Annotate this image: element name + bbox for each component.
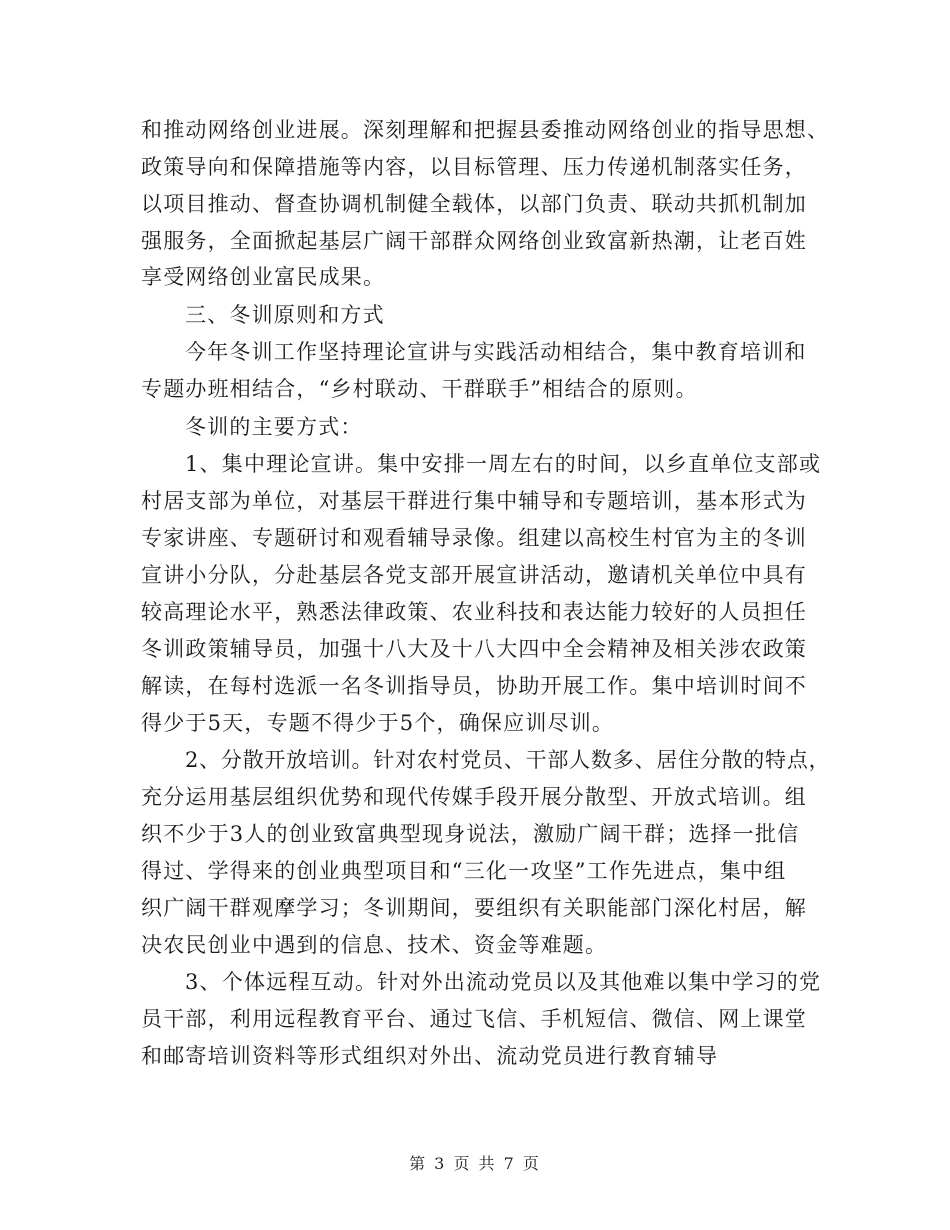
text-line: 政策导向和保障措施等内容，以目标管理、压力传递机制落实任务， <box>141 155 807 179</box>
text-line: 得少于5天，专题不得少于5个，确保应训尽训。 <box>141 711 615 735</box>
text-line: 今年冬训工作坚持理论宣讲与实践活动相结合，集中教育培训和 <box>185 340 807 364</box>
text-line: 解读，在每村选派一名冬训指导员，协助开展工作。集中培训时间不 <box>141 674 807 698</box>
text-line: 和邮寄培训资料等形式组织对外出、流动党员进行教育辅导 <box>141 1044 719 1068</box>
text-line: 强服务，全面掀起基层广阔干部群众网络创业致富新热潮，让老百姓 <box>141 229 807 253</box>
text-line: 较高理论水平，熟悉法律政策、农业科技和表达能力较好的人员担任 <box>141 600 807 624</box>
text-line: 1、集中理论宣讲。集中安排一周左右的时间，以乡直单位支部或 <box>185 452 822 476</box>
text-line: 冬训政策辅导员，加强十八大及十八大四中全会精神及相关涉农政策 <box>141 637 807 661</box>
text-line: 村居支部为单位，对基层干群进行集中辅导和专题培训，基本形式为 <box>141 489 807 513</box>
text-line: 织广阔干群观摩学习；冬训期间，要组织有关职能部门深化村居，解 <box>141 896 807 920</box>
text-line: 充分运用基层组织优势和现代传媒手段开展分散型、开放式培训。组 <box>141 785 807 809</box>
page-number: 第 3 页 共 7 页 <box>409 1154 541 1173</box>
text-line: 2、分散开放培训。针对农村党员、干部人数多、居住分散的特点， <box>185 748 831 772</box>
text-line: 专家讲座、专题研讨和观看辅导录像。组建以高校生村官为主的冬训 <box>141 526 807 550</box>
text-line: 冬训的主要方式： <box>185 415 363 439</box>
text-line: 决农民创业中遇到的信息、技术、资金等难题。 <box>141 933 608 957</box>
section-heading: 三、冬训原则和方式 <box>185 303 385 327</box>
text-line: 织不少于3人的创业致富典型现身说法，激励广阔干群；选择一批信 <box>141 822 800 846</box>
text-line: 员干部，利用远程教育平台、通过飞信、手机短信、微信、网上课堂 <box>141 1007 807 1031</box>
text-line: 和推动网络创业进展。深刻理解和把握县委推动网络创业的指导思想、 <box>141 118 830 142</box>
text-line: 宣讲小分队，分赴基层各党支部开展宣讲活动，邀请机关单位中具有 <box>141 563 807 587</box>
text-line: 以项目推动、督查协调机制健全载体，以部门负责、联动共抓机制加 <box>141 192 807 216</box>
text-line: 专题办班相结合，“乡村联动、干群联手”相结合的原则。 <box>141 377 698 401</box>
text-line: 3、个体远程互动。针对外出流动党员以及其他难以集中学习的党 <box>185 970 822 994</box>
text-line: 享受网络创业富民成果。 <box>141 265 386 289</box>
text-line: 得过、学得来的创业典型项目和“三化一攻坚”工作先进点，集中组 <box>141 859 787 883</box>
